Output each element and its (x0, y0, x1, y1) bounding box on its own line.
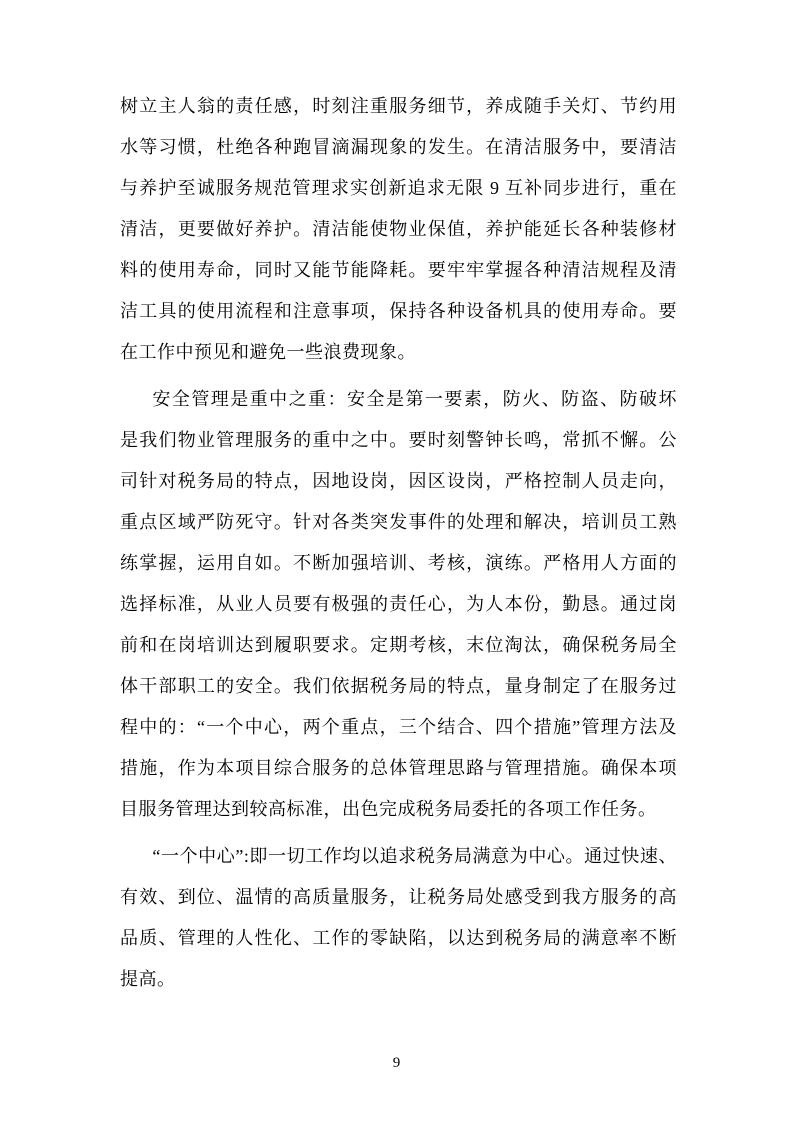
text-line: 水等习惯，杜绝各种跑冒滴漏现象的发生。在清洁服务中，要清洁 (120, 137, 677, 157)
text-line: 前和在岗培训达到履职要求。定期考核，末位淘汰，确保税务局全 (120, 635, 677, 655)
page-number: 9 (392, 1055, 401, 1071)
text-line: 在工作中预见和避免一些浪费现象。 (120, 342, 416, 362)
text-line: 与养护至诚服务规范管理求实创新追求无限 9 互补同步进行，重在 (120, 178, 677, 198)
text-line: 有效、到位、温情的高质量服务，让税务局处感受到我方服务的高 (120, 887, 677, 907)
text-line: 品质、管理的人性化、工作的零缺陷，以达到税务局的满意率不断 (120, 928, 677, 948)
text-line: 料的使用寿命，同时又能节能降耗。要牢牢掌握各种清洁规程及清 (120, 260, 677, 280)
text-line: 程中的：“一个中心，两个重点，三个结合、四个措施”管理方法及 (120, 717, 677, 737)
text-line: 练掌握，运用自如。不断加强培训、考核，演练。严格用人方面的 (120, 553, 677, 573)
text-line: 司针对税务局的特点，因地设岗，因区设岗，严格控制人员走向， (120, 471, 677, 491)
text-line: 重点区域严防死守。针对各类突发事件的处理和解决，培训员工熟 (120, 512, 677, 532)
page-footer (0, 1053, 793, 1073)
text-line: 选择标准，从业人员要有极强的责任心，为人本份，勤恳。通过岗 (120, 594, 677, 614)
text-line: 洁工具的使用流程和注意事项，保持各种设备机具的使用寿命。要 (120, 301, 677, 321)
text-line: 安全管理是重中之重：安全是第一要素，防火、防盗、防破坏 (152, 389, 677, 409)
text-line: 是我们物业管理服务的重中之中。要时刻警钟长鸣，常抓不懈。公 (120, 430, 677, 450)
text-line: 提高。 (120, 969, 176, 989)
text-line: 体干部职工的安全。我们依据税务局的特点，量身制定了在服务过 (120, 676, 677, 696)
text-line: 树立主人翁的责任感，时刻注重服务细节，养成随手关灯、节约用 (120, 96, 677, 116)
text-line: 措施，作为本项目综合服务的总体管理思路与管理措施。确保本项 (120, 758, 677, 778)
paragraph (120, 836, 677, 1000)
paragraph (120, 86, 677, 373)
text-line: 目服务管理达到较高标准，出色完成税务局委托的各项工作任务。 (120, 799, 657, 819)
text-line: “一个中心”:即一切工作均以追求税务局满意为中心。通过快速、 (152, 846, 677, 866)
text-line: 清洁，更要做好养护。清洁能使物业保值，养护能延长各种装修材 (120, 219, 677, 239)
paragraph (120, 379, 677, 830)
document-body (120, 86, 677, 1006)
